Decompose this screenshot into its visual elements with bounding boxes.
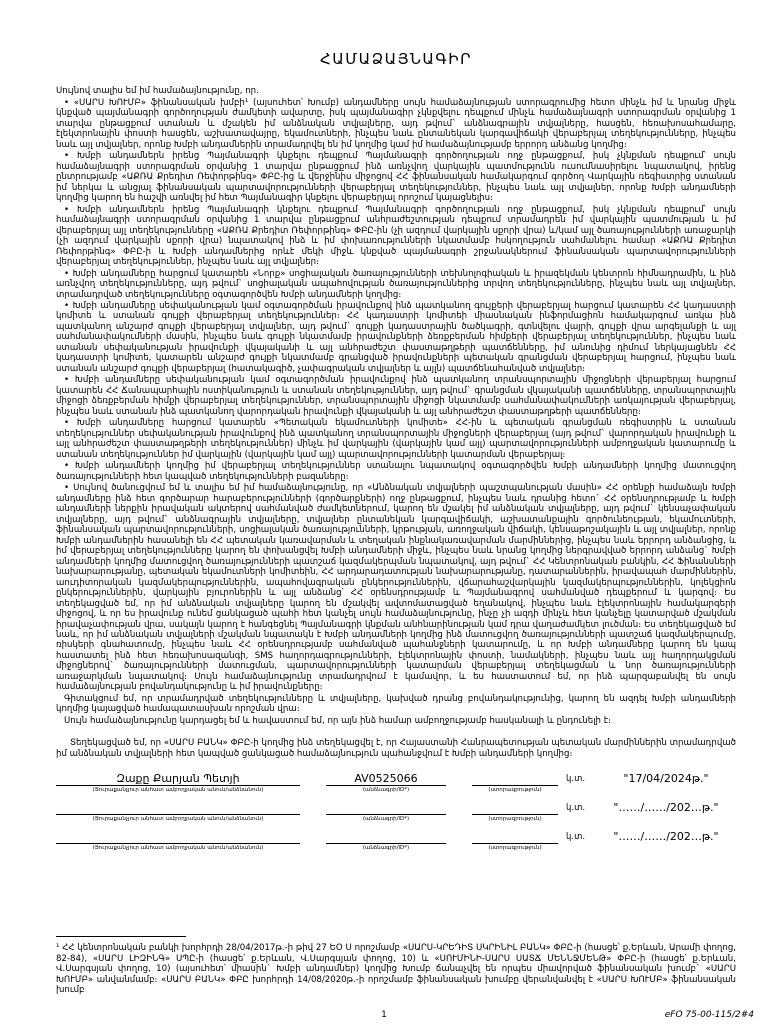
closing-paragraph-1: Գիտակցում եմ, որ տրամադրված տեղեկությունները և տվյալները, կախված դրանց բովանդակությունից, կարող են ազդել Խմբի անդամների կողմից կայացված համապատասխան որոշման վրա։ xyxy=(56,693,736,715)
bullet-item: • «ՍԱՐՍ ԽՈՒՄԲ» ֆինանսական խմբի¹ (այսուհետ՝ Խումբ) անդամները սույն համաձայնության ստորագրումից հետո մինչև իմ և նրանց միջև կնքված պայմանագրի գործողության ժամկետի ավարտը, իսկ պայմանագիր չկնքվելու դեպքում մինչև համաձայնագրի ստորագրման օրվանից 1 տարվա ընթացքում ստանան և մշակեն իմ անձնական տվյալները, այդ թվում` անձնագրային տվյալները, հասցեն, հեռախոսահամարը, էլեկտրոնային փոստի հասցեն, աշխատավայրը, եկամուտների, ինչպես նաև ընտանեկան կարգավիճակի վերաբերյալ տեղեկությունները, ինչպես նաև այլ տվյալներ, որոնք Խմբի անդամներին տրամադրվել են իմ կողմից կամ իմ համաձայնությամբ երրորդ անձանց կողմից։ xyxy=(56,97,736,150)
bullet-item: • Խմբի անդամներն իրենց Պայմանագրի կնքելու դեպքում Պայմանագրի գործողության ողջ ընթացքում, իսկ չկնքման դեպքում՝ սույն համաձայնագրի ստորագրման օրվանից 1 տարվա ընթացքում անհրաժեշտության դեպքում տրամադրեն իմ վարկային պատմության և իմ վերաբերյալ այլ տեղեկությունները «ԱՔՌԱ Քրեդիտ Ռեփորթինգ» ՓԲԸ-ին (չի ազդում վարկային սքորի վրա) և/կամ այլ ծառայությունների առաջարկի (չի ազդում վարկային սքորի վրա) նպատակով ինձ և իմ փոխառությունների նկատմամբ հսկողություն սահմանելու համար «ԱՔՌԱ Քրեդիտ Ռեփորթինգ» ՓԲԸ-ի և Խմբի անդամներից որևէ մեկի միջև կնքված պայմանագրի շրջանակներում ֆինանսական պարտավորությունների վերաբերյալ տեղեկություններ, ինչպես նաև այլ տվյալներ։ xyxy=(56,204,736,268)
signer-date: "17/04/2024թ." xyxy=(623,772,709,786)
signer-name-field[interactable]: Զաքը Քարյան Պետյի xyxy=(56,772,300,786)
bullet-item: • Խմբի անդամները սեփականության կամ օգտագործման իրավունքով ինձ պատկանող գույքերի վերաբերյալ հարցում կատարեն ՀՀ կադաստրի կոմիտե և ստանան գույքի վերաբերյալ տեղեկություններ։ ՀՀ կադաստրի կոմիտեի միասնական ինֆորմացիոն համակարգում առկա ինձ պատկանող անշարժ գույքի վերաբերյալ տվյալներ, այդ թվում` գույքի կադաստրային ծածկագրի, գտնվելու վայրի, գույքի վրա արգելանքի և այլ սահմանափակումների մասին, ինչպես նաև գույքի նկատմամբ իրավունքների ձեռքբերման հիմքերի վերաբերյալ տեղեկություններ, ինչպես նաև ստանան սեփականության իրավունքի վկայականի և այլ անհրաժեշտ փաստաթղթերի պատճենները, իմ անունից դիմում ներկայացնեն ՀՀ կադաստրի կոմիտե, կատարեն անշարժ գույքի նկատմամբ գրանցված իրավունքների պետական գրանցման վերաբերյալ հարցում, ինչպես նաև ստանան անշարժ գույքի վերաբերյալ (հատակագիծ, չափագրական տվյալներ և այլն) պատճենահանված տվյալներ։ xyxy=(56,300,736,374)
signer-row xyxy=(56,827,736,844)
bullet-item: • Խմբի անդամներն իրենց Պայմանագրի կնքելու դեպքում Պայմանագրի գործողության ողջ ընթացքում, իսկ չկնքման դեպքում՝ սույն համաձայնագրի ստորագրման օրվանից 1 տարվա ընթացքում ինձ առնչվող վարկային պատմությունն ուսումնասիրելու նպատակով, իրենց ընտրությամբ «ԱՔՌԱ Քրեդիտ Ռեփորթինգ» ՓԲԸ-ից և վերջինիս միջոցով ՀՀ ֆինանսական համակարգում գործող Վարկային ռեգիստրից ստանան իմ ներկա և անցյալ ֆինանսական պարտավորությունների վերաբերյալ տեղեկություններ, ինչպես նաև այլ տվյալներ, որոնք Խմբի անդամների կողմից կարող են հաշվի առնվել իմ հետ Պայմանագիր կնքելու վերաբերյալ որոշում կայացնելիս։ xyxy=(56,151,736,204)
intro-line: Սույնով տալիս եմ իմ համաձայնությունը, որ․ xyxy=(56,86,259,97)
notice-paragraph: Տեղեկացված եմ, որ «ՍԱՐՍ ԲԱՆԿ» ՓԲԸ-ի կողմից ինձ տեղեկացվել է, որ Հայաստանի Հանրապետության պետական մարմիններին տրամադրված իմ անձնական տվյալների հետ կապված ցանկացած համաձայնություն պահանջվում է Խմբի անդամների կողմից։ xyxy=(56,738,736,759)
bullet-item: • Խմբի անդամների կողմից իմ վերաբերյալ տեղեկություններ ստանալու նպատակով օգտագործվեն Խմբի անդամների կողմից մատուցվող ծառայությունների հետ կապված տեղեկությունների բազաները։ xyxy=(56,461,736,482)
name-caption: (Յուրաքանչյուր անհատ ամբողջական անուն/անձնանուն) xyxy=(92,787,264,794)
signer-passport-field[interactable] xyxy=(326,830,446,844)
signer-name-field[interactable] xyxy=(56,801,300,815)
signature-caption: (ստորագրություն) xyxy=(488,787,542,794)
bullet-item: • Խմբի անդամները հարցում կատարեն «Պետական եկամուտների կոմիտե» ՀՀ-ին և պետական գրանցման ռեգիստրին և ստանան տեղեկություններ սեփականության իրավունքով ինձ պատկանող տրանսպորտային միջոցների վերաբերյալ (այդ թվում` վարորդական իրավունքի և այլ անհրաժեշտ փաստաթղթերի տեղեկություններ) մինչև իմ վարկային (վարկային կամ այլ) պարտավորությունների ամբողջական կատարումը և ստանան տեղեկություններ իմ վարկային (վարկային կամ այլ) պարտավորությունների կատարման վերաբերյալ։ xyxy=(56,418,736,460)
passport-caption: (անձնագրի/ID*) xyxy=(362,816,410,823)
passport-caption: (անձնագրի/ID*) xyxy=(362,787,410,794)
bullet-list xyxy=(56,98,736,482)
document-id: eFO 75-00-115/2#4 xyxy=(664,1010,754,1020)
signature-caption: (ստորագրություն) xyxy=(488,845,542,852)
name-caption: (Յուրաքանչյուր անհատ ամբողջական անուն/անձնանուն) xyxy=(92,845,264,852)
document-page xyxy=(56,0,736,996)
consent-paragraph: • Սույնով ծանուցվում եմ և տալիս եմ իմ համաձայնությունը, որ «Անձնական տվյալների պաշտպանության մասին» ՀՀ օրենքի համաձայն Խմբի անդամները ինձ հետ գործարար հարաբերությունների (գործարքների) ողջ ընթացքում, ինչպես նաև դրանից հետո` ՀՀ օրենսդրությամբ և Խմբի անդամների ներքին իրավական ակտերով սահմանված ժամկետներում, կարող են մշակել իմ անձնական տվյալները, այդ թվում` կենսաչափական տվյալները, այդ թվում` անձնագրային տվյալները, տվյալներ ընտանեկան կարգավիճակի, աշխատանքային գործունեության, եկամուտների, ֆինանսական պարտավորությունների, սոցիալական ծառայությունների, կրթության, առողջական վիճակի, կենսաթոշակային և այլ տվյալներ, որոնք Խմբի անդամներին հասանելի են ՀՀ պետական կառավարման և տեղական ինքնակառավարման մարմիններից, ինչպես նաև երրորդ անձանցից, և իմ վերաբերյալ տեղեկությունները կարող են փոխանցվել Խմբի անդամների միջև, ինչպես նաև նրանց կողմից ներգրավված երրորդ անձանց` Խմբի անդամների կողմից մատուցվող ծառայությունների պատշաճ կազմակերպման նպատակով, այդ թվում` ՀՀ Կենտրոնական բանկին, ՀՀ Ֆինանսների նախարարությանը, պետական եկամուտների կոմիտեին, ՀՀ արդարադատության նախարարությանը, դատարաններին, իրավապահ մարմիններին, աուդիտորական կազմակերպություններին, ապահովագրական ընկերություններին, վճարահաշվարկային կազմակերպություններին, կոլեկցիոն ընկերություններին, վարկային բյուրոներին և այլ անձանց՝ ՀՀ օրենսդրությամբ և Պայմանագրով սահմանված դեպքերում և կարգով։ Ես տեղեկացված եմ, որ իմ անձնական տվյալները կարող են մշակվել ավտոմատացված եղանակով, ինչպես նաև էլեկտրոնային համակարգերի միջոցով, և որ ես իրավունք ունեմ ցանկացած պահի հետ կանչել սույն համաձայնությունը, ինչը չի ազդի մինչև հետ կանչելը կատարված մշակման իրավաչափության վրա, սակայն կարող է հանգեցնել Պայմանագրի կնքման անհնարինության կամ դրա վաղաժամկետ լուծման։ Ես տեղեկացված եմ նաև, որ իմ անձնական տվյալների մշակման նպատակն է Խմբի անդամների կողմից ինձ մատուցվող ծառայությունների պատշաճ կազմակերպումը, ռիսկերի գնահատումը, ինչպես նաև ՀՀ օրենսդրությամբ սահմանված պահանջների կատարումը, և որ Խմբի անդամները կարող են կապ հաստատել ինձ հետ հեռախոսազանգի, SMS հաղորդագրությունների, էլեկտրոնային փոստի, նամակների, ինչպես նաև այլ հաղորդակցման միջոցներով` ծառայությունների մատուցման, պարտավորությունների կատարման վերաբերյալ տեղեկացման և նոր ծառայությունների առաջարկման նպատակով։ Սույն համաձայնությունը տրամադրվում է կամավոր, և ես հաստատում եմ, որ ինձ պարզաբանվել են սույն համաձայնության բովանդակությունը և իմ իրավունքները։ xyxy=(56,483,736,693)
signer-row xyxy=(56,798,736,815)
signer-signature-field[interactable] xyxy=(472,772,558,786)
caption-row xyxy=(56,815,736,827)
caption-row xyxy=(56,786,736,798)
caption-row xyxy=(56,844,736,856)
stamp-place-label: կ.տ. xyxy=(566,832,586,843)
signer-date: "……/……/202…թ." xyxy=(613,830,719,844)
passport-caption: (անձնագրի/ID*) xyxy=(362,845,410,852)
closing-paragraph-2: Սույն համաձայնությունը կարդացել եմ և հավաստում եմ, որ այն ինձ համար ամբողջությամբ հասկանալի և ընդունելի է։ xyxy=(64,715,612,726)
signer-signature-field[interactable] xyxy=(472,801,558,815)
signer-passport-field[interactable]: AV0525066 xyxy=(326,772,446,786)
signer-passport-field[interactable] xyxy=(326,801,446,815)
stamp-place-label: կ.տ. xyxy=(566,774,586,785)
bullet-item: • Խմբի անդամները սեփականության կամ օգտագործման իրավունքով ինձ պատկանող տրանսպորտային միջոցների վերաբերյալ հարցում կատարեն ՀՀ Ճանապարհային ոստիկանություն և ստանան տեղեկություններ, այդ թվում` գրանցման վկայականի պատճենները, տրանսպորտային միջոցի ձեռքբերման հիմքի վերաբերյալ տեղեկություններ, տրանսպորտային միջոցի նկատմամբ սահմանափակումների առկայության վերաբերյալ, ինչպես նաև ստանան ինձ պատկանող վարորդական իրավունքի վկայականի և այլ անհրաժեշտ փաստաթղթերի պատճենները։ xyxy=(56,375,736,417)
signer-name-field[interactable] xyxy=(56,830,300,844)
signer-row xyxy=(56,769,736,786)
name-caption: (Յուրաքանչյուր անհատ ամբողջական անուն/անձնանուն) xyxy=(92,816,264,823)
signer-signature-field[interactable] xyxy=(472,830,558,844)
signature-caption: (ստորագրություն) xyxy=(488,816,542,823)
stamp-place-label: կ.տ. xyxy=(566,803,586,814)
signer-date: "……/……/202…թ." xyxy=(613,801,719,815)
signature-block xyxy=(56,769,736,856)
bullet-item: • Խմբի անդամները հարցում կատարեն «Նորք» սոցիալական ծառայությունների տեխնոլոգիական և իրազեկման կենտրոն հիմնադրամին, և ինձ առնչվող տեղեկությունները, այդ թվում` սոցիալական ապահովության ծառայություններից տրվող տեղեկությունները, ինչպես նաև այլ տվյալներ, տրամադրված տեղեկությունները օգտագործվեն Խմբի անդամների կողմից։ xyxy=(56,268,736,300)
document-title: ՀԱՄԱՁԱՅՆԱԳԻՐ xyxy=(320,50,472,68)
footnote: ¹ ՀՀ կենտրոնական բանկի խորհրդի 28/04/2017թ.-ի թիվ 27 ԵՕ Ս որոշմամբ «ՍԱՐՍ-ԿՐԵԴԻՏ ՍԿՐԻՆԻԼ ԲԱՆԿ» ՓԲԸ-ի (հասցե՝ ք.Երևան, Արամի փողոց, 82-84), «ՍԱՐՍ ԼԻԶԻՆԳ» ՍՊԸ-ի (հասցե՝ ք.Երևան, Վ.Սարգսյան փողոց, 10) և «ՍՈՒՄԻՆԻ-ՍԱՐՍ ՍԱՏՃ ՄԵՆՆՋՄԵՆԹ» ՓԲԸ-ի (հասցե՝ ք.Երևան, Վ.Սարգսյան փողոց, 10) (այսուհետ՝ միասին` Խմբի անդամներ) կողմից Խումբ ճանաչվել են որպես միավորված ֆինանսական խումբ` «ՍԱՐՍ ԽՈՒՄԲ» անվանմամբ։ «ՍԱՐՍ ԲԱՆԿ» ՓԲԸ խորհրդի 14/08/2020թ.-ի որոշմամբ ֆինանսական խումբը վերանվանվել է «ՍԱՐՍ ԽՈՒՄԲ» ֆինանսական խումբ xyxy=(56,943,736,996)
page-number: 1 xyxy=(381,1010,387,1020)
footnote-divider xyxy=(56,936,186,937)
